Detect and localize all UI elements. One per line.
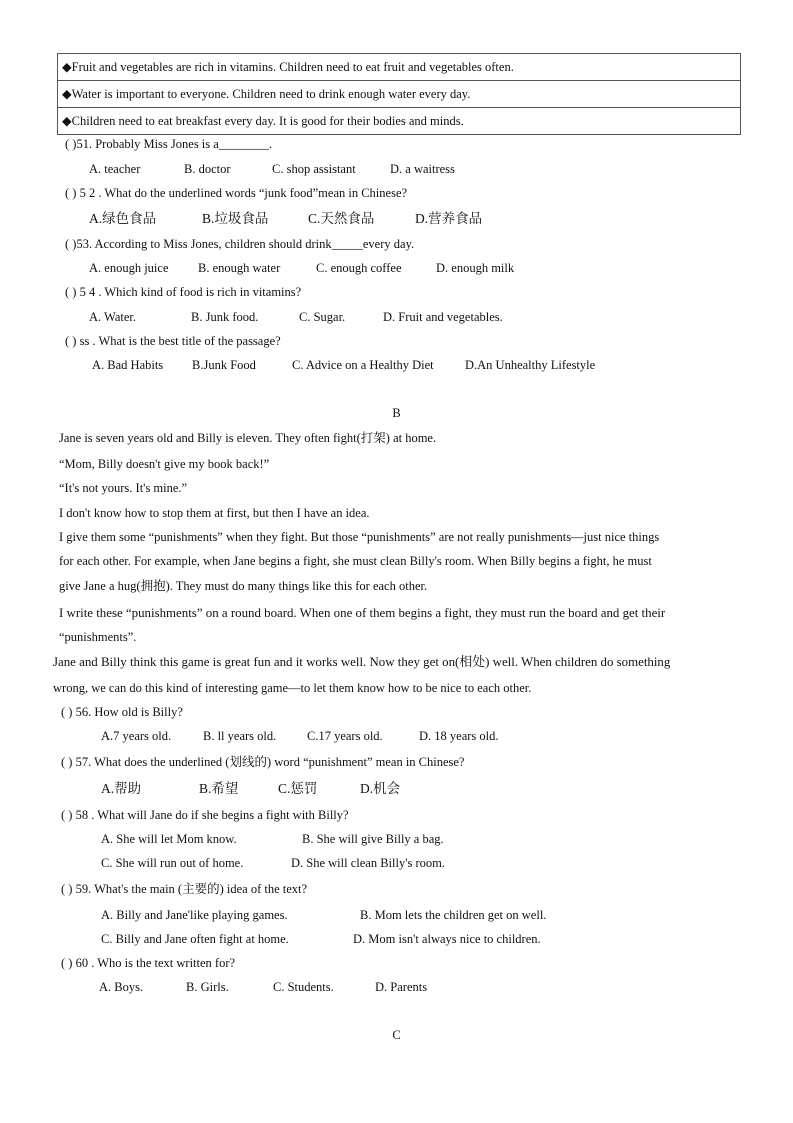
question-51-option-b: B. doctor bbox=[184, 162, 231, 176]
question-53-option-d: D. enough milk bbox=[436, 261, 515, 275]
tip-text: ◆Water is important to everyone. Children need to drink enough water every day. bbox=[58, 81, 741, 108]
question-57-stem: ( ) 57. What does the underlined (划线的) word “punishment” mean in Chinese? bbox=[61, 755, 465, 769]
question-60-option-b: B. Girls. bbox=[186, 980, 229, 994]
question-60-stem: ( ) 60 . Who is the text written for? bbox=[61, 956, 236, 970]
question-60-option-a: A. Boys. bbox=[99, 980, 144, 994]
question-52-option-d: D.营养食品 bbox=[415, 211, 483, 226]
question-52-option-c: C.天然食品 bbox=[308, 211, 375, 226]
section-b-heading: B bbox=[392, 406, 401, 420]
question-58-stem: ( ) 58 . What will Jane do if she begins a fight with Billy? bbox=[61, 808, 349, 822]
question-51-option-a: A. teacher bbox=[89, 162, 141, 176]
question-55-stem: ( ) ss . What is the best title of the passage? bbox=[65, 334, 281, 348]
question-54-stem: ( ) 5 4 . Which kind of food is rich in vitamins? bbox=[65, 285, 302, 299]
passage-line: “It's not yours. It's mine.” bbox=[59, 481, 188, 495]
question-55-option-a: A. Bad Habits bbox=[92, 358, 164, 372]
question-57-option-b: B.希望 bbox=[199, 781, 239, 796]
tips-row bbox=[58, 54, 741, 81]
tips-table bbox=[57, 53, 741, 135]
question-56-option-b: B. ll years old. bbox=[203, 729, 277, 743]
question-53-stem: ( )53. According to Miss Jones, children should drink_____every day. bbox=[65, 237, 415, 251]
question-57-option-a: A.帮助 bbox=[101, 781, 142, 796]
question-51-option-c: C. shop assistant bbox=[272, 162, 356, 176]
passage-line: I write these “punishments” on a round board. When one of them begins a fight, they must run the board and get their bbox=[59, 606, 666, 620]
question-53-option-b: B. enough water bbox=[198, 261, 281, 275]
question-57-option-c: C.惩罚 bbox=[278, 781, 318, 796]
question-55-option-c: C. Advice on a Healthy Diet bbox=[292, 358, 434, 372]
question-59-option-c: C. Billy and Jane often fight at home. bbox=[101, 932, 289, 946]
question-54-option-b: B. Junk food. bbox=[191, 310, 259, 324]
question-53-option-a: A. enough juice bbox=[89, 261, 169, 275]
question-56-option-a: A.7 years old. bbox=[101, 729, 172, 743]
question-52-option-a: A.绿色食品 bbox=[89, 211, 157, 226]
question-59-option-b: B. Mom lets the children get on well. bbox=[360, 908, 547, 922]
question-60-option-d: D. Parents bbox=[375, 980, 428, 994]
question-53-option-c: C. enough coffee bbox=[316, 261, 402, 275]
question-55-option-d: D.An Unhealthy Lifestyle bbox=[465, 358, 596, 372]
question-55-option-b: B.Junk Food bbox=[192, 358, 256, 372]
passage-line: “punishments”. bbox=[59, 630, 137, 644]
passage-line: for each other. For example, when Jane begins a fight, she must clean Billy's room. When Billy begins a fight, he must bbox=[59, 554, 652, 568]
passage-line: Jane and Billy think this game is great fun and it works well. Now they get on(相处) well. When children do something bbox=[53, 655, 671, 669]
question-56-stem: ( ) 56. How old is Billy? bbox=[61, 705, 183, 719]
question-51-option-d: D. a waitress bbox=[390, 162, 455, 176]
passage-line: give Jane a hug(拥抱). They must do many things like this for each other. bbox=[59, 579, 428, 593]
question-58-option-c: C. She will run out of home. bbox=[101, 856, 244, 870]
question-54-option-a: A. Water. bbox=[89, 310, 137, 324]
passage-line: I give them some “punishments” when they fight. But those “punishments” are not really punishments—just nice things bbox=[59, 530, 660, 544]
question-58-option-b: B. She will give Billy a bag. bbox=[302, 832, 444, 846]
question-52-option-b: B.垃圾食品 bbox=[202, 211, 269, 226]
question-58-option-d: D. She will clean Billy's room. bbox=[291, 856, 445, 870]
question-54-option-d: D. Fruit and vegetables. bbox=[383, 310, 503, 324]
question-58-option-a: A. She will let Mom know. bbox=[101, 832, 237, 846]
question-56-option-d: D. 18 years old. bbox=[419, 729, 499, 743]
question-59-option-a: A. Billy and Jane'like playing games. bbox=[101, 908, 288, 922]
question-57-option-d: D.机会 bbox=[360, 781, 401, 796]
tip-text: ◆Fruit and vegetables are rich in vitamins. Children need to eat fruit and vegetables often. bbox=[58, 54, 741, 81]
question-60-option-c: C. Students. bbox=[273, 980, 334, 994]
question-52-stem: ( ) 5 2 . What do the underlined words “junk food”mean in Chinese? bbox=[65, 186, 408, 200]
tip-text: ◆Children need to eat breakfast every day. It is good for their bodies and minds. bbox=[58, 108, 741, 135]
passage-line: I don't know how to stop them at first, but then I have an idea. bbox=[59, 506, 370, 520]
question-56-option-c: C.17 years old. bbox=[307, 729, 383, 743]
passage-line: “Mom, Billy doesn't give my book back!” bbox=[59, 457, 270, 471]
question-59-stem: ( ) 59. What's the main (主要的) idea of the text? bbox=[61, 882, 308, 896]
question-59-option-d: D. Mom isn't always nice to children. bbox=[353, 932, 541, 946]
tips-row bbox=[58, 108, 741, 135]
question-51-stem: ( )51. Probably Miss Jones is a________. bbox=[65, 137, 272, 151]
section-c-heading: C bbox=[392, 1028, 401, 1042]
passage-line: Jane is seven years old and Billy is eleven. They often fight(打架) at home. bbox=[59, 431, 437, 445]
passage-line: wrong, we can do this kind of interesting game—to let them know how to be nice to each other. bbox=[53, 681, 532, 695]
question-54-option-c: C. Sugar. bbox=[299, 310, 346, 324]
tips-row bbox=[58, 81, 741, 108]
